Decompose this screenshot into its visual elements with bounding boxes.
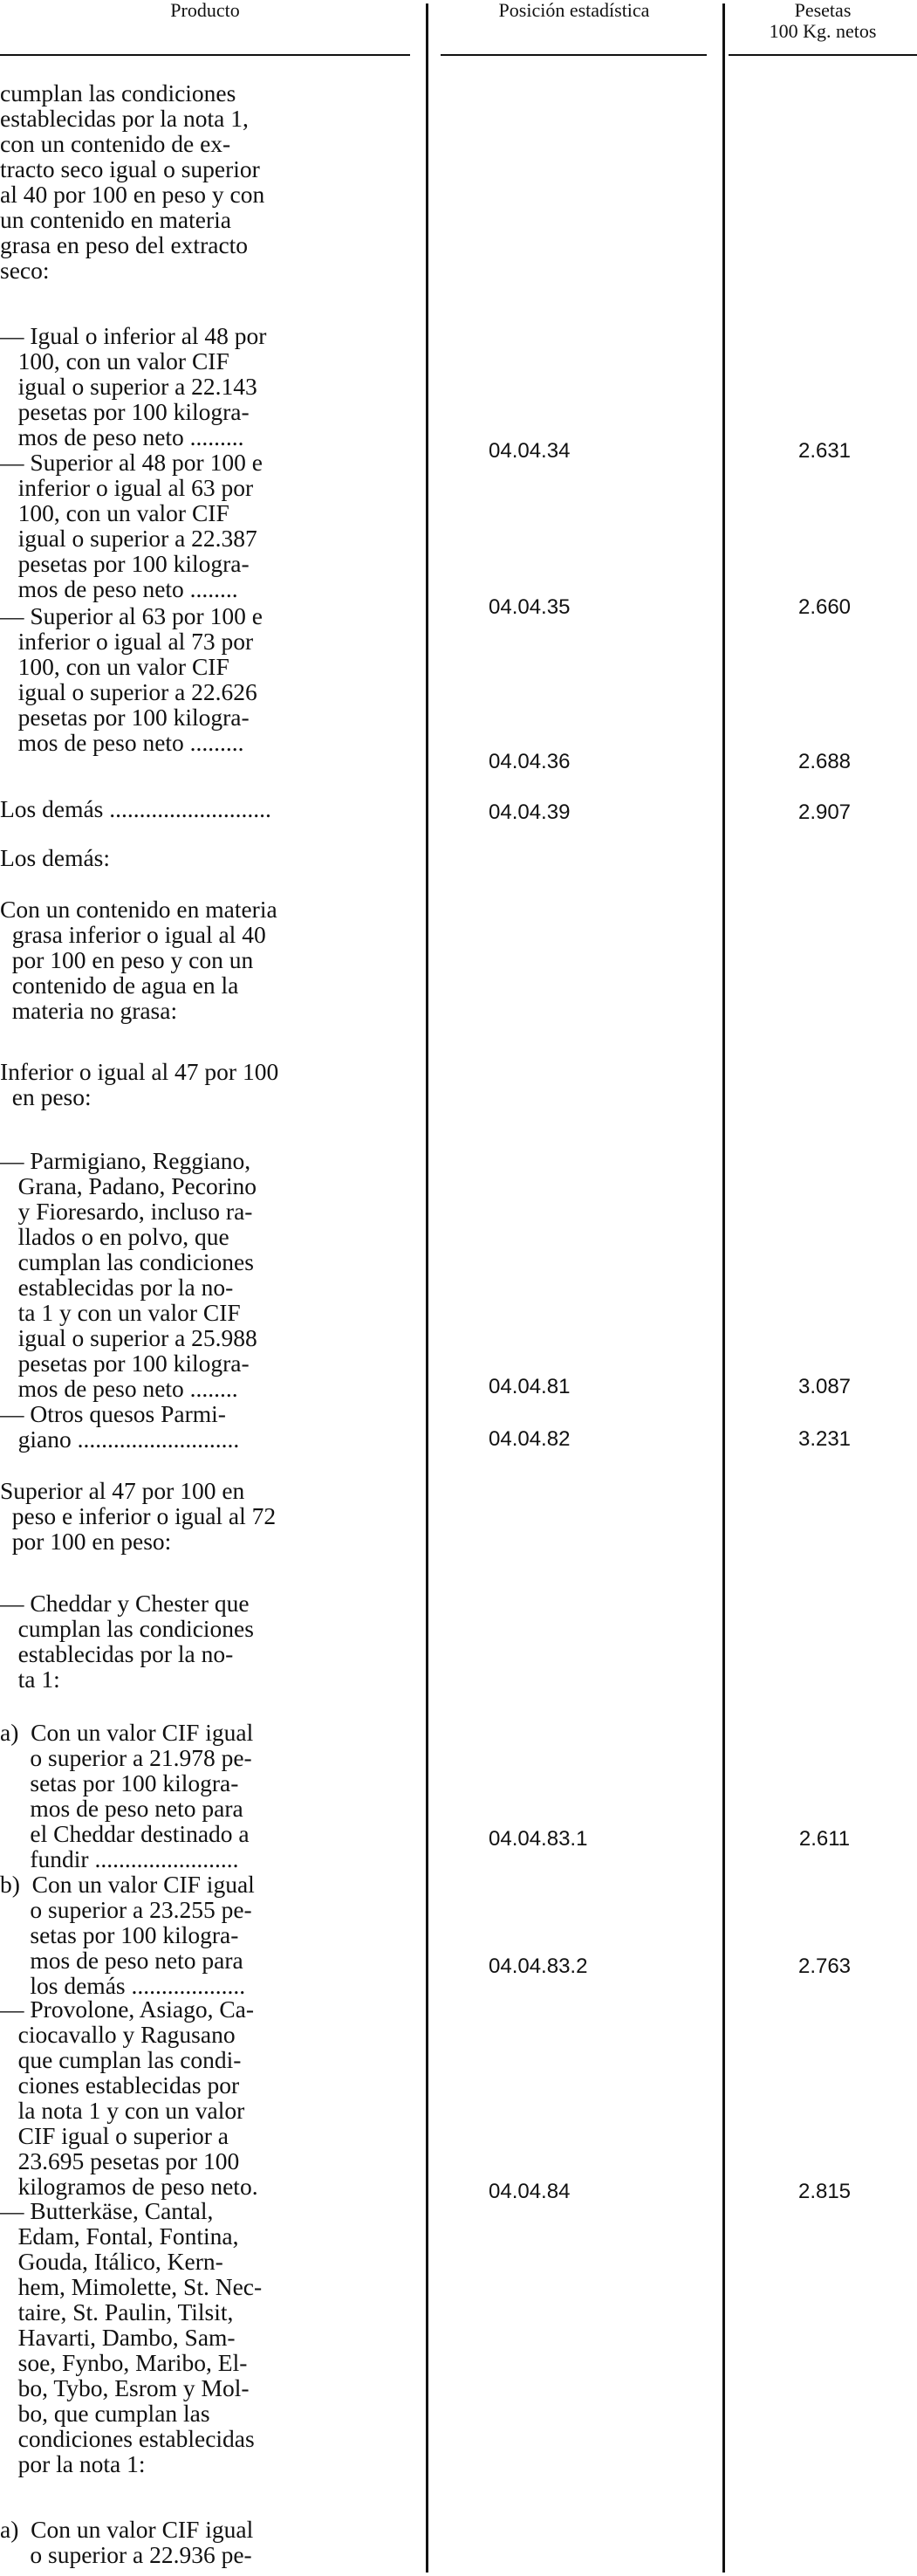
producto-line: bo, Tybo, Esrom y Mol- xyxy=(0,2374,250,2401)
pesetas-value: 2.631 xyxy=(797,439,852,463)
posicion-estadistica: 04.04.36 xyxy=(489,750,571,773)
producto-line: giano ........................... xyxy=(0,1425,240,1453)
producto-line: inferior o igual al 73 por xyxy=(0,628,254,655)
producto-text xyxy=(0,1059,414,1109)
posicion-estadistica: 04.04.82 xyxy=(489,1427,571,1451)
column-divider-right xyxy=(722,3,725,2573)
producto-line: por 100 en peso y con un xyxy=(0,946,254,973)
producto-line: peso e inferior o igual al 72 xyxy=(0,1502,277,1529)
producto-line: o superior a 23.255 pe- xyxy=(0,1896,252,1923)
producto-line: ciocavallo y Ragusano xyxy=(0,2021,236,2048)
producto-line: mos de peso neto para xyxy=(0,1795,243,1822)
producto-line: el Cheddar destinado a xyxy=(0,1820,250,1847)
producto-line: o superior a 22.936 pe- xyxy=(0,2541,252,2568)
producto-line: condiciones establecidas xyxy=(0,2425,255,2452)
producto-line: setas por 100 kilogra- xyxy=(0,1769,239,1796)
pesetas-value: 2.611 xyxy=(798,1827,851,1851)
producto-line: Inferior o igual al 47 por 100 xyxy=(0,1058,279,1085)
producto-line: Superior al 47 por 100 en xyxy=(0,1477,245,1504)
column-divider-left xyxy=(426,3,428,2573)
producto-line: — Butterkäse, Cantal, xyxy=(0,2197,214,2224)
producto-line: mos de peso neto ......... xyxy=(0,729,244,756)
producto-line: a) Con un valor CIF igual xyxy=(0,2516,254,2543)
producto-line: — Provolone, Asiago, Ca- xyxy=(0,1996,255,2023)
producto-line: — Cheddar y Chester que xyxy=(0,1590,250,1617)
posicion-estadistica: 04.04.84 xyxy=(489,2180,571,2203)
producto-line: pesetas por 100 kilogra- xyxy=(0,550,250,577)
producto-line: 100, con un valor CIF xyxy=(0,653,229,680)
producto-text xyxy=(0,80,414,283)
producto-line: fundir ........................ xyxy=(0,1845,239,1872)
producto-line: Los demás: xyxy=(0,844,111,871)
pesetas-value: 2.660 xyxy=(797,595,852,619)
producto-line: por la nota 1: xyxy=(0,2450,146,2477)
pesetas-value: 2.763 xyxy=(797,1954,852,1978)
producto-line: — Igual o inferior al 48 por xyxy=(0,322,267,349)
header-rule-pesetas xyxy=(729,54,917,56)
producto-line: por 100 en peso: xyxy=(0,1528,172,1555)
posicion-estadistica: 04.04.83.2 xyxy=(489,1954,588,1978)
header-rule-posicion xyxy=(441,54,707,56)
producto-line: 100, con un valor CIF xyxy=(0,347,229,374)
pesetas-value: 2.907 xyxy=(797,800,852,824)
posicion-estadistica: 04.04.81 xyxy=(489,1375,571,1398)
posicion-estadistica: 04.04.83.1 xyxy=(489,1827,588,1851)
producto-line: 100, con un valor CIF xyxy=(0,499,229,526)
producto-line: bo, que cumplan las xyxy=(0,2400,210,2427)
producto-line: mos de peso neto ........ xyxy=(0,1375,238,1402)
producto-text xyxy=(0,1720,414,1872)
producto-line: mos de peso neto ......... xyxy=(0,423,244,450)
producto-line: — Superior al 63 por 100 e xyxy=(0,602,263,629)
producto-line: establecidas por la no- xyxy=(0,1274,234,1301)
posicion-estadistica: 04.04.35 xyxy=(489,595,571,619)
producto-line: — Otros quesos Parmi- xyxy=(0,1400,226,1427)
producto-line: Los demás ........................... xyxy=(0,795,271,822)
producto-line: Con un contenido en materia xyxy=(0,896,277,923)
posicion-estadistica: 04.04.34 xyxy=(489,439,571,463)
producto-text xyxy=(0,603,414,755)
producto-line: igual o superior a 22.626 xyxy=(0,678,257,705)
producto-line: Grana, Padano, Pecorino xyxy=(0,1172,257,1199)
producto-line: establecidas por la no- xyxy=(0,1640,234,1667)
producto-line: grasa en peso del extracto xyxy=(0,231,249,258)
header-producto: Producto xyxy=(170,0,240,21)
producto-line: pesetas por 100 kilogra- xyxy=(0,398,250,425)
producto-line: pesetas por 100 kilogra- xyxy=(0,1350,250,1377)
producto-line: un contenido en materia xyxy=(0,206,231,233)
producto-text xyxy=(0,2198,414,2476)
pesetas-value: 2.688 xyxy=(797,750,852,773)
producto-text xyxy=(0,896,414,1023)
producto-text xyxy=(0,2517,414,2567)
producto-text xyxy=(0,323,414,450)
producto-line: cumplan las condiciones xyxy=(0,79,236,106)
producto-text xyxy=(0,1478,414,1554)
producto-line: tracto seco igual o superior xyxy=(0,155,260,182)
header-posicion: Posición estadística xyxy=(498,0,650,21)
producto-text xyxy=(0,1996,414,2199)
producto-line: los demás ................... xyxy=(0,1972,246,1999)
producto-line: Havarti, Dambo, Sam- xyxy=(0,2324,236,2351)
producto-line: — Superior al 48 por 100 e xyxy=(0,449,263,476)
producto-line: igual o superior a 22.143 xyxy=(0,373,257,400)
producto-line: igual o superior a 25.988 xyxy=(0,1324,257,1351)
producto-line: — Parmigiano, Reggiano, xyxy=(0,1147,251,1174)
producto-line: CIF igual o superior a xyxy=(0,2122,229,2149)
producto-line: Edam, Fontal, Fontina, xyxy=(0,2222,239,2250)
producto-line: y Fioresardo, incluso ra- xyxy=(0,1198,253,1225)
producto-text xyxy=(0,1872,414,1998)
producto-line: al 40 por 100 en peso y con xyxy=(0,181,265,208)
producto-line: mos de peso neto ........ xyxy=(0,575,238,602)
producto-line: soe, Fynbo, Maribo, El- xyxy=(0,2349,248,2376)
producto-line: inferior o igual al 63 por xyxy=(0,474,254,501)
producto-line: 23.695 pesetas por 100 xyxy=(0,2147,240,2174)
producto-line: en peso: xyxy=(0,1083,92,1110)
producto-line: a) Con un valor CIF igual xyxy=(0,1719,254,1746)
producto-line: cumplan las condiciones xyxy=(0,1248,254,1275)
pesetas-value: 3.087 xyxy=(797,1375,852,1398)
posicion-estadistica: 04.04.39 xyxy=(489,800,571,824)
producto-line: o superior a 21.978 pe- xyxy=(0,1744,252,1771)
header-pesetas-line1: Pesetas xyxy=(794,0,852,21)
pesetas-value: 3.231 xyxy=(797,1427,852,1451)
producto-line: contenido de agua en la xyxy=(0,972,239,999)
producto-line: establecidas por la nota 1, xyxy=(0,105,249,132)
producto-line: ta 1: xyxy=(0,1666,60,1693)
producto-line: ciones establecidas por xyxy=(0,2071,240,2099)
producto-line: que cumplan las condi- xyxy=(0,2046,242,2073)
producto-line: llados o en polvo, que xyxy=(0,1223,229,1250)
producto-line: cumplan las condiciones xyxy=(0,1615,254,1642)
producto-text xyxy=(0,1401,414,1452)
producto-text xyxy=(0,1590,414,1692)
producto-line: igual o superior a 22.387 xyxy=(0,525,257,552)
producto-line: Gouda, Itálico, Kern- xyxy=(0,2248,223,2275)
producto-line: con un contenido de ex- xyxy=(0,130,231,157)
producto-line: b) Con un valor CIF igual xyxy=(0,1871,255,1898)
producto-line: taire, St. Paulin, Tilsit, xyxy=(0,2298,234,2325)
producto-text xyxy=(0,1148,414,1401)
producto-line: grasa inferior o igual al 40 xyxy=(0,921,266,948)
producto-line: kilogramos de peso neto. xyxy=(0,2173,258,2200)
producto-text xyxy=(0,450,414,601)
producto-line: la nota 1 y con un valor xyxy=(0,2097,245,2124)
header-rule-producto xyxy=(0,54,410,56)
producto-line: pesetas por 100 kilogra- xyxy=(0,704,250,731)
producto-line: ta 1 y con un valor CIF xyxy=(0,1299,241,1326)
producto-line: setas por 100 kilogra- xyxy=(0,1921,239,1948)
producto-line: materia no grasa: xyxy=(0,997,178,1024)
producto-text xyxy=(0,796,414,821)
producto-line: hem, Mimolette, St. Nec- xyxy=(0,2273,263,2300)
producto-line: seco: xyxy=(0,257,50,284)
pesetas-value: 2.815 xyxy=(797,2180,852,2203)
producto-line: mos de peso neto para xyxy=(0,1947,243,1974)
producto-text xyxy=(0,845,414,870)
header-pesetas-line2: 100 Kg. netos xyxy=(769,20,877,42)
